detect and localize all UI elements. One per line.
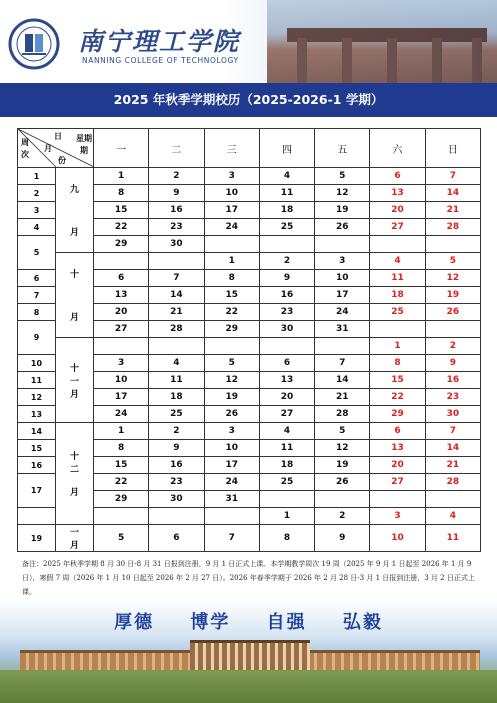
day-cell: 16	[149, 202, 204, 219]
day-cell: 11	[259, 440, 314, 457]
day-cell: 14	[149, 287, 204, 304]
day-cell: 29	[94, 491, 149, 508]
week-number: 10	[18, 355, 56, 372]
weekday-header: 二	[149, 129, 204, 168]
campus-gate-photo	[267, 0, 497, 83]
day-cell: 17	[315, 287, 370, 304]
day-cell: 8	[94, 440, 149, 457]
day-cell: 22	[204, 304, 259, 321]
day-cell	[259, 236, 314, 253]
day-cell: 6	[370, 168, 425, 185]
day-cell: 26	[425, 304, 480, 321]
day-cell: 3	[94, 355, 149, 372]
day-cell: 30	[259, 321, 314, 338]
day-cell	[149, 338, 204, 355]
day-cell: 27	[94, 321, 149, 338]
day-cell: 3	[204, 423, 259, 440]
day-cell: 7	[315, 355, 370, 372]
day-cell: 21	[149, 304, 204, 321]
day-cell: 5	[204, 355, 259, 372]
day-cell: 3	[370, 508, 425, 525]
day-cell: 4	[259, 423, 314, 440]
day-cell: 31	[315, 321, 370, 338]
month-label: 十 月	[56, 253, 94, 338]
day-cell: 9	[315, 525, 370, 552]
week-number: 14	[18, 423, 56, 440]
day-cell: 30	[149, 236, 204, 253]
page-title: 2025 年秋季学期校历（2025-2026-1 学期）	[113, 92, 384, 107]
day-cell: 24	[204, 219, 259, 236]
day-cell: 7	[204, 525, 259, 552]
day-cell: 17	[204, 202, 259, 219]
day-cell: 28	[425, 219, 480, 236]
day-cell: 11	[149, 372, 204, 389]
day-cell: 1	[94, 168, 149, 185]
corner-cell	[18, 129, 94, 168]
day-cell: 22	[94, 474, 149, 491]
day-cell	[149, 253, 204, 270]
calendar-table	[17, 128, 481, 552]
weekday-header: 六	[370, 129, 425, 168]
day-cell: 20	[370, 202, 425, 219]
day-cell: 8	[204, 270, 259, 287]
day-cell: 18	[259, 457, 314, 474]
calendar-row	[18, 253, 481, 270]
day-cell: 21	[425, 457, 480, 474]
day-cell: 13	[259, 372, 314, 389]
day-cell: 2	[425, 338, 480, 355]
month-label: 十 二 月	[56, 423, 94, 525]
day-cell: 8	[94, 185, 149, 202]
calendar-row	[18, 338, 481, 355]
day-cell: 1	[94, 423, 149, 440]
day-cell: 26	[204, 406, 259, 423]
day-cell: 10	[94, 372, 149, 389]
month-label: 十 一 月	[56, 338, 94, 423]
week-number: 13	[18, 406, 56, 423]
school-name: 南宁理工学院	[78, 27, 241, 56]
week-number: 11	[18, 372, 56, 389]
corner-part-label: 份	[58, 156, 66, 165]
day-cell	[315, 236, 370, 253]
weekday-header: 日	[425, 129, 480, 168]
day-cell: 14	[425, 185, 480, 202]
week-number	[18, 508, 56, 525]
day-cell: 7	[425, 168, 480, 185]
day-cell: 21	[315, 389, 370, 406]
day-cell	[425, 236, 480, 253]
day-cell: 9	[149, 440, 204, 457]
day-cell: 18	[149, 389, 204, 406]
day-cell: 15	[94, 457, 149, 474]
day-cell: 2	[149, 168, 204, 185]
day-cell: 24	[94, 406, 149, 423]
school-motto	[0, 608, 497, 634]
day-cell: 1	[204, 253, 259, 270]
motto-word: 自强	[266, 612, 307, 633]
day-cell	[204, 338, 259, 355]
day-cell: 14	[425, 440, 480, 457]
calendar-row	[18, 525, 481, 552]
day-cell	[149, 508, 204, 525]
day-cell: 26	[315, 474, 370, 491]
week-number: 8	[18, 304, 56, 321]
day-cell: 23	[149, 219, 204, 236]
day-cell: 25	[259, 219, 314, 236]
day-cell: 19	[315, 457, 370, 474]
corner-period-label: 期	[80, 146, 88, 155]
day-cell: 26	[315, 219, 370, 236]
day-cell	[259, 338, 314, 355]
day-cell: 27	[259, 406, 314, 423]
week-number: 6	[18, 270, 56, 287]
day-cell: 12	[315, 440, 370, 457]
day-cell: 11	[370, 270, 425, 287]
day-cell: 27	[370, 219, 425, 236]
day-cell: 4	[149, 355, 204, 372]
day-cell: 9	[149, 185, 204, 202]
day-cell: 9	[259, 270, 314, 287]
day-cell: 27	[370, 474, 425, 491]
day-cell	[425, 491, 480, 508]
day-cell: 18	[370, 287, 425, 304]
weekday-header: 五	[315, 129, 370, 168]
day-cell: 1	[370, 338, 425, 355]
day-cell: 12	[425, 270, 480, 287]
month-label: 一 月	[56, 525, 94, 552]
day-cell: 19	[425, 287, 480, 304]
day-cell	[94, 508, 149, 525]
day-cell: 17	[94, 389, 149, 406]
day-cell: 17	[204, 457, 259, 474]
day-cell: 5	[425, 253, 480, 270]
day-cell: 24	[204, 474, 259, 491]
day-cell: 24	[315, 304, 370, 321]
day-cell: 7	[425, 423, 480, 440]
day-cell: 6	[370, 423, 425, 440]
day-cell: 10	[204, 185, 259, 202]
day-cell: 23	[149, 474, 204, 491]
day-cell: 14	[315, 372, 370, 389]
day-cell: 5	[315, 168, 370, 185]
day-cell: 6	[259, 355, 314, 372]
calendar-row	[18, 168, 481, 185]
day-cell: 16	[425, 372, 480, 389]
day-cell: 6	[94, 270, 149, 287]
week-number: 19	[18, 525, 56, 552]
day-cell: 15	[94, 202, 149, 219]
day-cell: 22	[370, 389, 425, 406]
month-label: 九 月	[56, 168, 94, 253]
day-cell: 28	[315, 406, 370, 423]
day-cell: 8	[259, 525, 314, 552]
day-cell	[370, 491, 425, 508]
day-cell: 16	[259, 287, 314, 304]
day-cell: 4	[425, 508, 480, 525]
day-cell: 29	[370, 406, 425, 423]
day-cell: 12	[204, 372, 259, 389]
week-number: 17	[18, 474, 56, 508]
day-cell	[315, 338, 370, 355]
day-cell: 19	[315, 202, 370, 219]
corner-date-label: 日	[54, 132, 62, 141]
day-cell: 28	[425, 474, 480, 491]
day-cell: 23	[259, 304, 314, 321]
day-cell: 20	[259, 389, 314, 406]
day-cell: 20	[370, 457, 425, 474]
corner-month-label: 月	[44, 144, 52, 153]
calendar-row	[18, 423, 481, 440]
day-cell: 30	[149, 491, 204, 508]
day-cell	[204, 508, 259, 525]
day-cell	[259, 491, 314, 508]
motto-word: 弘毅	[342, 612, 383, 633]
day-cell	[370, 236, 425, 253]
school-name-en: NANNING COLLEGE OF TECHNOLOGY	[82, 56, 239, 65]
day-cell	[370, 321, 425, 338]
day-cell: 2	[315, 508, 370, 525]
day-cell	[204, 236, 259, 253]
day-cell: 2	[149, 423, 204, 440]
calendar-note: 备注：2025 年秋季学期 8 月 30 日-8 月 31 日报到注册，9 月 1 日正式上课。本学期教学周次 19 周（2025 年 9 月 1 日起至 2026 年 1 月 9 日），寒假 7 周（2026 年 1 月 10 日起至 2026 年 2 月 27 日）。2026 年春季学期于 2026 年 2 月 28 日-3 月 1 日报到注册，3 月 2 日正式上课。	[22, 560, 475, 596]
day-cell	[315, 491, 370, 508]
day-cell: 16	[149, 457, 204, 474]
day-cell: 5	[315, 423, 370, 440]
week-number: 7	[18, 287, 56, 304]
day-cell: 2	[259, 253, 314, 270]
weekday-header: 一	[94, 129, 149, 168]
day-cell: 9	[425, 355, 480, 372]
day-cell: 6	[149, 525, 204, 552]
day-cell: 22	[94, 219, 149, 236]
day-cell	[425, 321, 480, 338]
day-cell: 15	[204, 287, 259, 304]
school-emblem-icon	[8, 18, 60, 70]
day-cell: 28	[149, 321, 204, 338]
day-cell	[94, 253, 149, 270]
day-cell: 10	[204, 440, 259, 457]
calendar-body	[18, 168, 481, 552]
day-cell: 4	[259, 168, 314, 185]
header-banner	[0, 0, 497, 83]
day-cell: 3	[204, 168, 259, 185]
week-number: 1	[18, 168, 56, 185]
week-number: 12	[18, 389, 56, 406]
corner-week-label: 周次	[21, 138, 29, 159]
day-cell: 25	[259, 474, 314, 491]
day-cell: 10	[315, 270, 370, 287]
day-cell: 29	[204, 321, 259, 338]
day-cell: 20	[94, 304, 149, 321]
motto-word: 博学	[190, 612, 231, 633]
weekday-header: 三	[204, 129, 259, 168]
calendar-header-row	[18, 129, 481, 168]
weekday-header: 四	[259, 129, 314, 168]
day-cell: 7	[149, 270, 204, 287]
day-cell: 13	[370, 440, 425, 457]
week-number: 9	[18, 321, 56, 355]
day-cell: 18	[259, 202, 314, 219]
week-number: 5	[18, 236, 56, 270]
day-cell: 29	[94, 236, 149, 253]
day-cell: 1	[259, 508, 314, 525]
day-cell: 25	[149, 406, 204, 423]
day-cell: 25	[370, 304, 425, 321]
day-cell: 11	[425, 525, 480, 552]
week-number: 15	[18, 440, 56, 457]
day-cell: 21	[425, 202, 480, 219]
day-cell	[94, 338, 149, 355]
corner-weekday-label: 星期	[76, 134, 92, 143]
week-number: 2	[18, 185, 56, 202]
day-cell: 19	[204, 389, 259, 406]
day-cell: 11	[259, 185, 314, 202]
day-cell: 15	[370, 372, 425, 389]
week-number: 3	[18, 202, 56, 219]
day-cell: 5	[94, 525, 149, 552]
day-cell: 30	[425, 406, 480, 423]
campus-building-center	[190, 640, 310, 673]
day-cell: 4	[370, 253, 425, 270]
campus-lawn	[0, 670, 497, 703]
day-cell: 23	[425, 389, 480, 406]
week-number: 4	[18, 219, 56, 236]
day-cell: 8	[370, 355, 425, 372]
motto-word: 厚德	[114, 612, 155, 633]
day-cell: 13	[94, 287, 149, 304]
week-number: 16	[18, 457, 56, 474]
day-cell: 31	[204, 491, 259, 508]
day-cell: 3	[315, 253, 370, 270]
day-cell: 12	[315, 185, 370, 202]
day-cell: 10	[370, 525, 425, 552]
day-cell: 13	[370, 185, 425, 202]
